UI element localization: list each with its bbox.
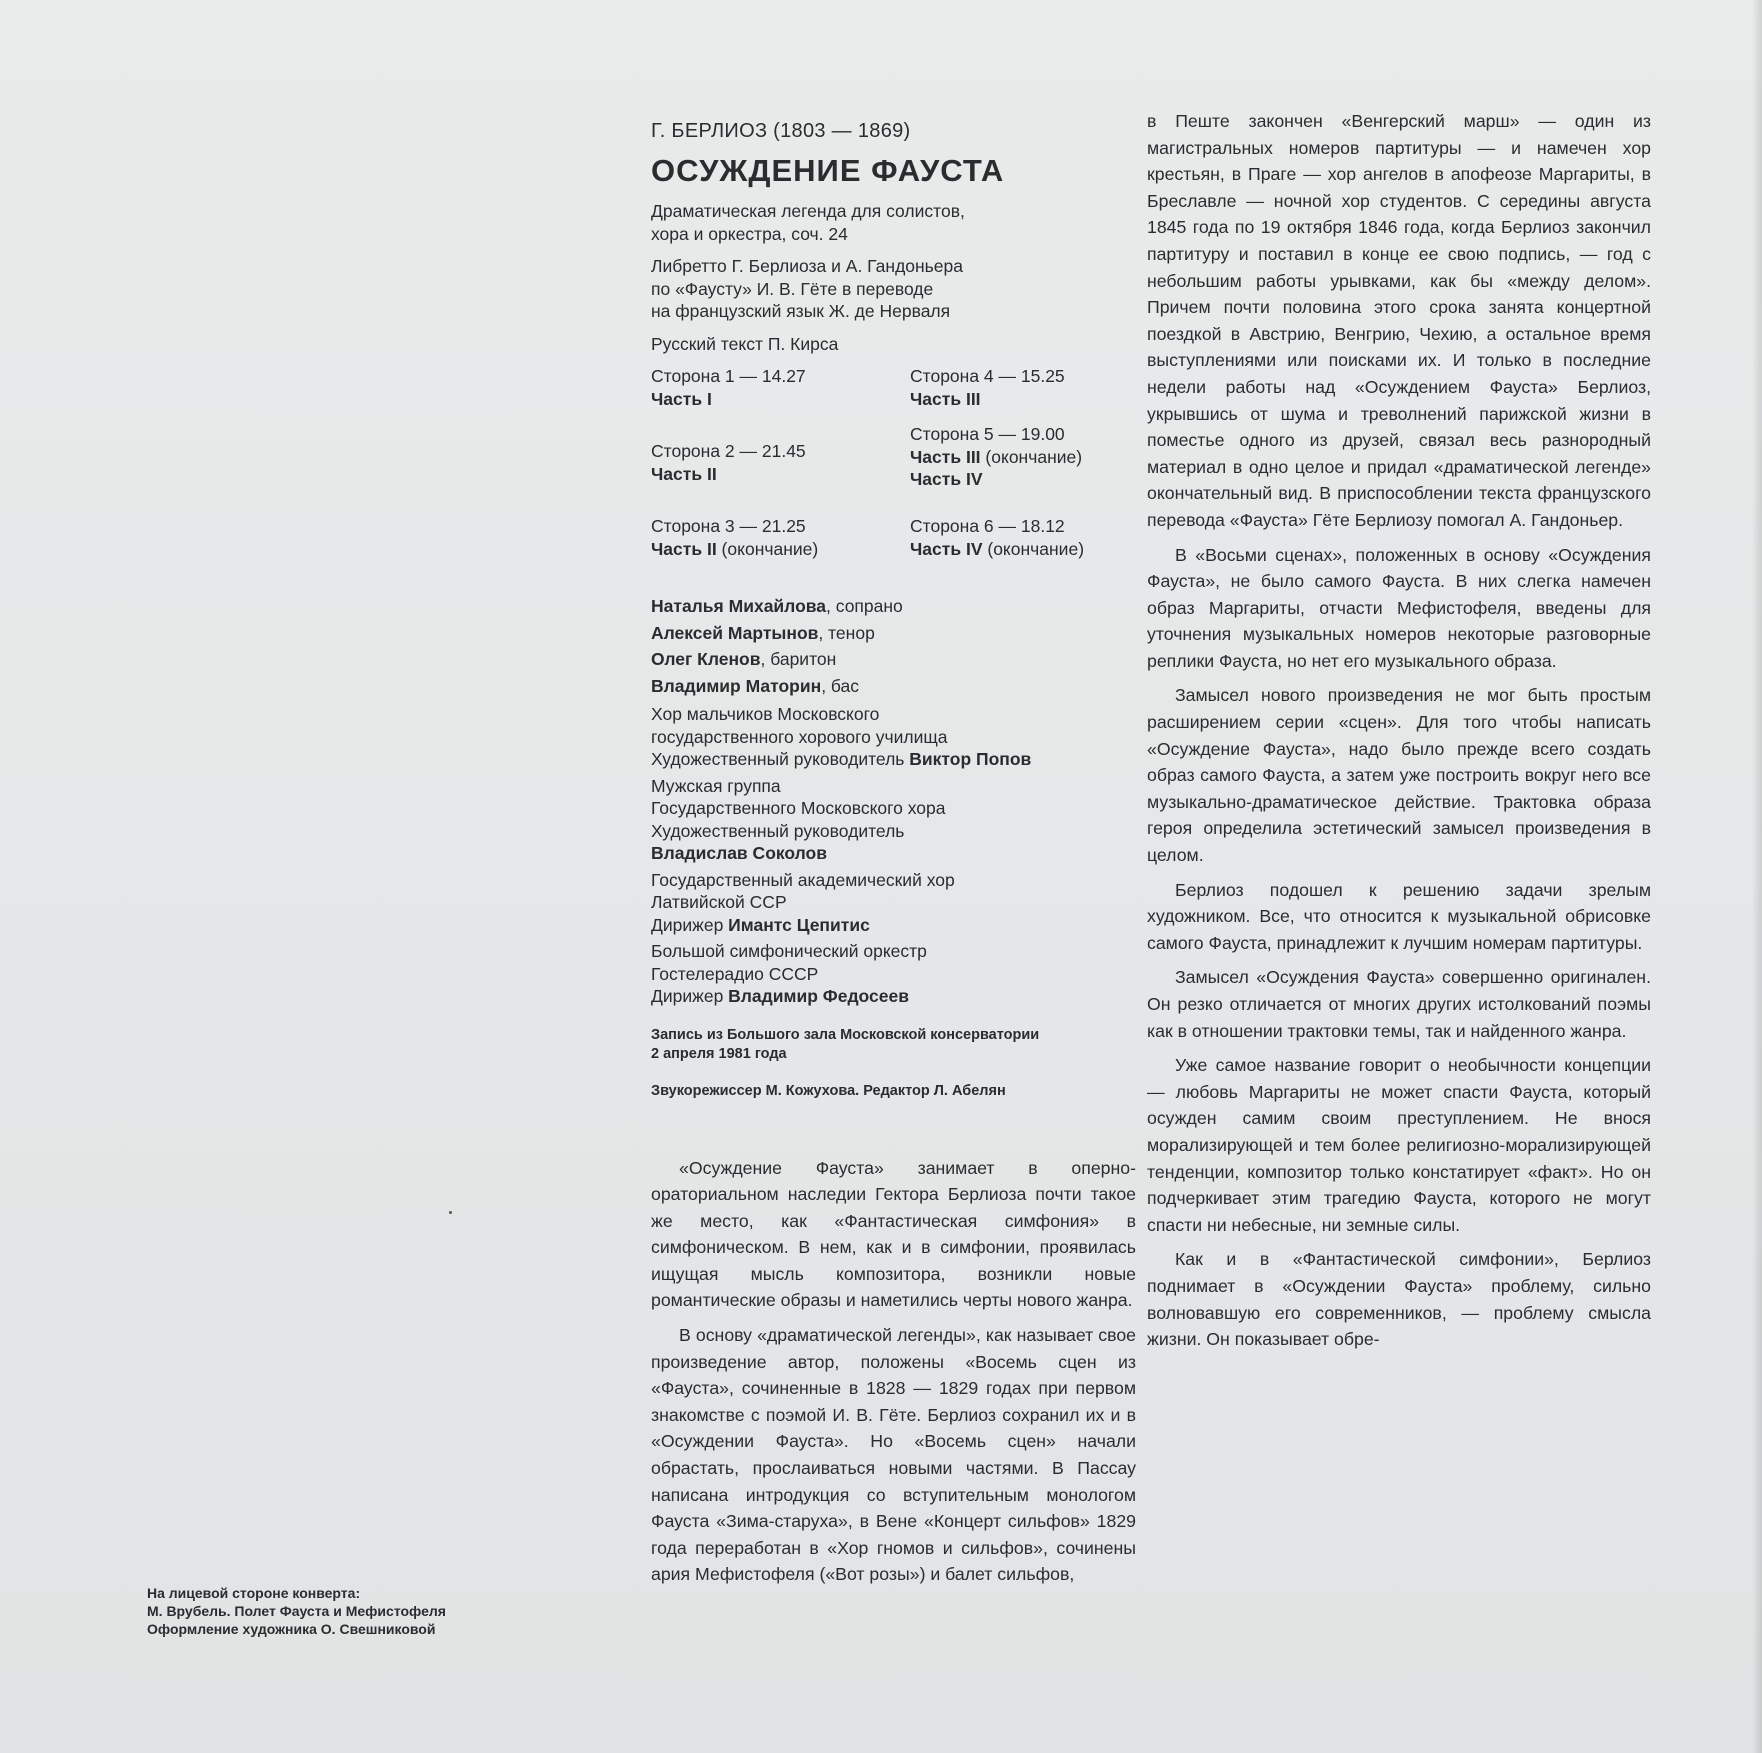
ensemble-line: Латвийской ССР — [651, 892, 787, 912]
subtitle — [651, 200, 1136, 245]
ensemble-line: Гостелерадио СССР — [651, 963, 819, 984]
side-listing — [651, 365, 1136, 575]
essay-paragraph: Берлиоз подошел к решению задачи зрелым художником. Все, что относится к музыкальной обрисовке самого Фауста, принадлежит к лучшим номерам партитуры. — [1147, 879, 1651, 953]
soloist-name: Олег Кленов — [651, 649, 761, 669]
director-name: Владислав Соколов — [651, 843, 827, 863]
cover-credit-line: М. Врубель. Полет Фауста и Мефистофеля — [147, 1603, 446, 1619]
soloist-name: Владимир Маторин — [651, 675, 822, 696]
libretto-credit — [651, 255, 1136, 323]
subtitle-line: хора и оркестра, соч. 24 — [651, 223, 848, 244]
russian-text-credit — [651, 333, 1136, 356]
ensemble-line: Государственный академический хор — [651, 869, 955, 890]
ensemble-orchestra — [651, 940, 1136, 1008]
libretto-line: Либретто Г. Берлиоза и А. Гандоньера — [651, 256, 964, 276]
director-name: Виктор Попов — [909, 749, 1032, 769]
essay-right — [1147, 108, 1651, 1353]
side-5 — [910, 423, 1082, 491]
ensemble-line: Мужская группа — [651, 775, 781, 796]
director-label: Дирижер — [651, 986, 729, 1006]
cover-credit-line: На лицевой стороне конверта: — [147, 1585, 361, 1601]
director-label: Дирижер — [651, 914, 729, 935]
side-label: Сторона 1 — 14.27 — [651, 366, 806, 386]
cover-credit — [147, 1584, 446, 1638]
part-name: Часть II — [651, 463, 717, 484]
side-part — [910, 538, 1084, 561]
ensemble-line: Хор мальчиков Московского — [651, 704, 880, 724]
recording-line: Запись из Большого зала Московской консерватории — [651, 1026, 1040, 1043]
side-part — [910, 468, 1082, 491]
part-name: Часть IV — [910, 538, 983, 559]
ensemble-director — [651, 914, 1136, 937]
director-name: Владимир Федосеев — [728, 986, 909, 1006]
side-6 — [910, 515, 1084, 560]
side-label: Сторона 4 — 15.25 — [910, 366, 1065, 386]
soloist-name: Алексей Мартынов — [651, 622, 819, 643]
essay-paragraph: В «Восьми сценах», положенных в основу «Осуждения Фауста», не было самого Фауста. В них слегка намечен образ Маргариты, отчасти Мефистофеля, введены для уточнения музыкальных номеров некоторые разговорные реплики Фауста, но нет его музыкального образа. — [1147, 544, 1651, 671]
side-part — [651, 463, 806, 486]
director-label: Художественный руководитель — [651, 820, 905, 841]
composer-line: Г. БЕРЛИОЗ (1803 — 1869) — [651, 120, 911, 142]
paper-speck — [449, 1211, 452, 1214]
ensemble-line: Государственного Московского хора — [651, 798, 946, 818]
soloist-role: , баритон — [760, 649, 837, 669]
side-label: Сторона 3 — 21.25 — [651, 516, 806, 536]
essay-paragraph: «Осуждение Фауста» занимает в оперно-ораториальном наследии Гектора Берлиоза почти такое же место, как «Фантастическая симфония» в симфоническом. В нем, как и в симфонии, проявилась ищущая мысль композитора, возникли новые романтические образы и наметились черты нового жанра. — [651, 1157, 1136, 1311]
side-1 — [651, 365, 806, 410]
part-note: (окончание) — [980, 446, 1083, 467]
part-note: (окончание) — [716, 538, 819, 559]
part-name: Часть III — [910, 388, 981, 409]
soloist — [651, 648, 1136, 671]
cover-credit-line: Оформление художника О. Свешниковой — [147, 1621, 436, 1637]
part-name: Часть III — [910, 446, 981, 467]
essay-paragraph: Замысел «Осуждения Фауста» совершенно оригинален. Он резко отличается от многих других истолкований поэмы как в отношении трактовки темы, так и найденного жанра. — [1147, 967, 1651, 1041]
engineer-credit: Звукорежиссер М. Кожухова. Редактор Л. Абелян — [651, 1082, 1006, 1099]
essay-paragraph: в Пеште закончен «Венгерский марш» — один из магистральных номеров партитуры — и намечен хор крестьян, в Праге — хор ангелов в апофеозе Маргариты, в Бреславле — ночной хор студентов. С середины августа 1845 года по 19 октября 1846 года, когда Берлиоз закончил партитуру и поставил в конце ее свою подпись, — год с небольшим работы урывками, как бы «между делом». Причем почти половина этого срока занята концертной поездкой в Австрию, Венгрию, Чехию, а остальное время выступлениями или поисками их. И только в последние недели работы над «Осуждением Фауста» Берлиоз, укрывшись от шума и треволнений парижской жизни в поместье одного из друзей, связал весь разнородный материал в одно целое и придал «драматической легенде» окончательный вид. В приспособлении текста французского перевода «Фауста» Гёте Берлиозу помогал А. Гандоньер. — [1147, 111, 1651, 530]
side-label: Сторона 2 — 21.45 — [651, 441, 806, 461]
side-label: Сторона 6 — 18.12 — [910, 516, 1065, 536]
soloist-role: , бас — [821, 675, 860, 696]
soloist — [651, 622, 1136, 645]
essay-paragraph: Как и в «Фантастической симфонии», Берлиоз поднимает в «Осуждении Фауста» проблему, сильно волновавшую его современников, — проблему смысла жизни. Он показывает обре- — [1147, 1249, 1651, 1350]
page-edge-shadow — [1752, 0, 1762, 1753]
side-part — [651, 388, 806, 411]
side-2 — [651, 440, 806, 485]
side-part — [910, 388, 1065, 411]
subtitle-line: Драматическая легенда для солистов, — [651, 201, 965, 221]
work-title: ОСУЖДЕНИЕ ФАУСТА — [651, 153, 1005, 188]
ensemble-director — [651, 985, 1136, 1008]
soloist-role: , тенор — [818, 622, 875, 643]
soloist — [651, 595, 1136, 618]
side-3 — [651, 515, 818, 560]
ensemble-line: Большой симфонический оркестр — [651, 941, 927, 961]
side-part — [651, 538, 818, 561]
side-label: Сторона 5 — 19.00 — [910, 424, 1065, 444]
soloist — [651, 675, 1136, 698]
director-name: Имантс Цепитис — [728, 914, 870, 935]
soloist-name: Наталья Михайлова — [651, 596, 827, 616]
essay-paragraph: Уже самое название говорит о необычности концепции — любовь Маргариты не может спасти Фауста, который осужден самим своим преступлением. Не внося морализирующей и тем более религиозно-морализирующей тенденции, композитор только констатирует «факт». Но он подчеркивает этим трагедию Фауста, которого не могут спасти ни небесные, ни земные силы. — [1147, 1055, 1651, 1235]
side-part — [910, 446, 1082, 469]
part-note: (окончание) — [982, 538, 1085, 559]
recording-line: 2 апреля 1981 года — [651, 1045, 787, 1062]
director-label: Художественный руководитель — [651, 749, 910, 769]
essay-left — [651, 1155, 1136, 1589]
essay-paragraph: Замысел нового произведения не мог быть простым расширением серии «сцен». Для того чтобы написать «Осуждение Фауста», надо было прежде всего создать образ самого Фауста, а затем уже построить вокруг него все музыкально-драматическое действие. Трактовка образа героя определила эстетический замысел произведения в целом. — [1147, 685, 1651, 866]
recording-note — [651, 1026, 1136, 1064]
side-4 — [910, 365, 1065, 410]
libretto-line: по «Фаусту» И. В. Гёте в переводе — [651, 278, 934, 299]
soloists — [651, 595, 1136, 697]
part-name: Часть I — [651, 388, 712, 409]
libretto-line: на французский язык Ж. де Нерваля — [651, 301, 951, 321]
ensemble-boys-choir — [651, 703, 1136, 771]
ensemble-latvian-choir — [651, 869, 1136, 937]
ensemble-male-group — [651, 775, 1136, 865]
essay-paragraph: В основу «драматической легенды», как называет свое произведение автор, положены «Восемь сцен из «Фауста», сочиненные в 1828 — 1829 годах при первом знакомстве с поэмой И. В. Гёте. Берлиоз сохранил их и в «Осуждении Фауста». Но «Восемь сцен» начали обрастать, прослаиваться новыми частями. В Пассау написана интродукция со вступительным монологом Фауста «Зима-старуха», в Вене «Концерт сильфов» 1829 года переработан в «Хор гномов и сильфов», сочинены ария Мефистофеля («Вот розы») и балет сильфов, — [651, 1325, 1136, 1585]
essay-column — [1147, 108, 1651, 1361]
soloist-role: , сопрано — [826, 596, 903, 616]
part-name: Часть II — [651, 538, 717, 559]
ensemble-director — [651, 748, 1136, 771]
russian-text-line: Русский текст П. Кирса — [651, 333, 839, 354]
ensemble-line: государственного хорового училища — [651, 726, 948, 747]
info-column — [651, 118, 1136, 1596]
part-name: Часть IV — [910, 469, 983, 489]
